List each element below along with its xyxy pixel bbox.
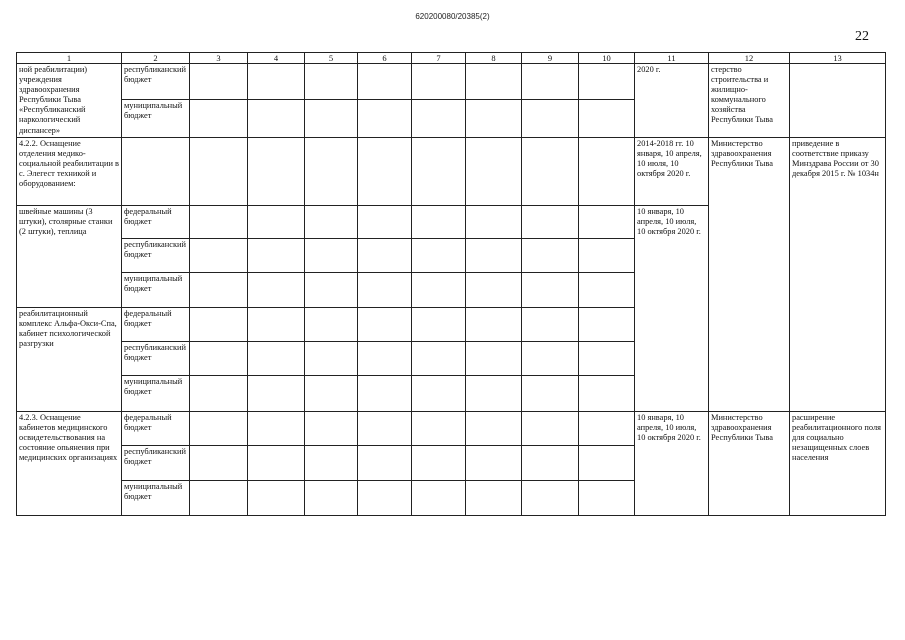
item-4-2-3-executor: Министерство здравоохранения Республики Тыва xyxy=(709,411,790,515)
table-row xyxy=(17,137,886,205)
column-header: 5 xyxy=(305,53,358,64)
column-header: 2 xyxy=(122,53,190,64)
cont-description: ной реабилитации) учреждения здравоохранения Республики Тыва «Республиканский наркологический диспансер» xyxy=(17,64,122,138)
column-header: 6 xyxy=(358,53,412,64)
column-header: 7 xyxy=(412,53,466,64)
funding-source-federal: федеральный бюджет xyxy=(122,205,190,238)
page-number: 22 xyxy=(855,29,869,44)
table-header-row xyxy=(17,53,886,64)
funding-source-municipal: муниципальный бюджет xyxy=(122,375,190,411)
column-header: 12 xyxy=(709,53,790,64)
column-header: 11 xyxy=(635,53,709,64)
column-header: 13 xyxy=(790,53,886,64)
document-id: 620200080/20385(2) xyxy=(415,12,490,21)
column-header: 3 xyxy=(190,53,248,64)
item-4-2-3-description: 4.2.3. Оснащение кабинетов медицинского освидетельствования на состояние опьянения при медицинских организациях xyxy=(17,411,122,515)
cont-executor: стерство строительства и жилищно-коммунального хозяйства Республики Тыва xyxy=(709,64,790,138)
funding-source-federal: федеральный бюджет xyxy=(122,411,190,445)
alpha-spa-description: реабилитационный комплекс Альфа-Окси-Спа, кабинет психологической разгрузки xyxy=(17,307,122,411)
sewing-description: швейные машины (3 штуки), столярные станки (2 штуки), теплица xyxy=(17,205,122,307)
funding-source-municipal: муниципальный бюджет xyxy=(122,99,190,137)
item-4-2-3-result: расширение реабилитационного поля для социально незащищенных слоев населения xyxy=(790,411,886,515)
table-row xyxy=(17,411,886,445)
funding-source-republican: республиканский бюджет xyxy=(122,64,190,100)
item-4-2-3-term: 10 января, 10 апреля, 10 июля, 10 октября 2020 г. xyxy=(635,411,709,515)
funding-source-republican: республиканский бюджет xyxy=(122,341,190,375)
column-header: 4 xyxy=(248,53,305,64)
table-row xyxy=(17,64,886,100)
cont-term: 2020 г. xyxy=(635,64,709,138)
funding-source-federal: федеральный бюджет xyxy=(122,307,190,341)
funding-source-republican: республиканский бюджет xyxy=(122,238,190,272)
column-header: 10 xyxy=(579,53,635,64)
column-header: 8 xyxy=(466,53,522,64)
funding-source-municipal: муниципальный бюджет xyxy=(122,272,190,307)
item-4-2-2-result: приведение в соответствие приказу Минздрава России от 30 декабря 2015 г. № 1034н xyxy=(790,137,886,411)
column-header: 9 xyxy=(522,53,579,64)
funding-source-municipal: муниципальный бюджет xyxy=(122,480,190,515)
column-header: 1 xyxy=(17,53,122,64)
sewing-term: 10 января, 10 апреля, 10 июля, 10 октября 2020 г. xyxy=(635,205,709,411)
item-4-2-2-term: 2014-2018 гг. 10 января, 10 апреля, 10 июля, 10 октября 2020 г. xyxy=(635,137,709,205)
plan-table xyxy=(16,52,886,516)
item-4-2-2-executor: Министерство здравоохранения Республики Тыва xyxy=(709,137,790,411)
funding-source-republican: республиканский бюджет xyxy=(122,445,190,480)
item-4-2-2-description: 4.2.2. Оснащение отделения медико-социальной реабилитации в с. Элегест техникой и оборудованием: xyxy=(17,137,122,205)
